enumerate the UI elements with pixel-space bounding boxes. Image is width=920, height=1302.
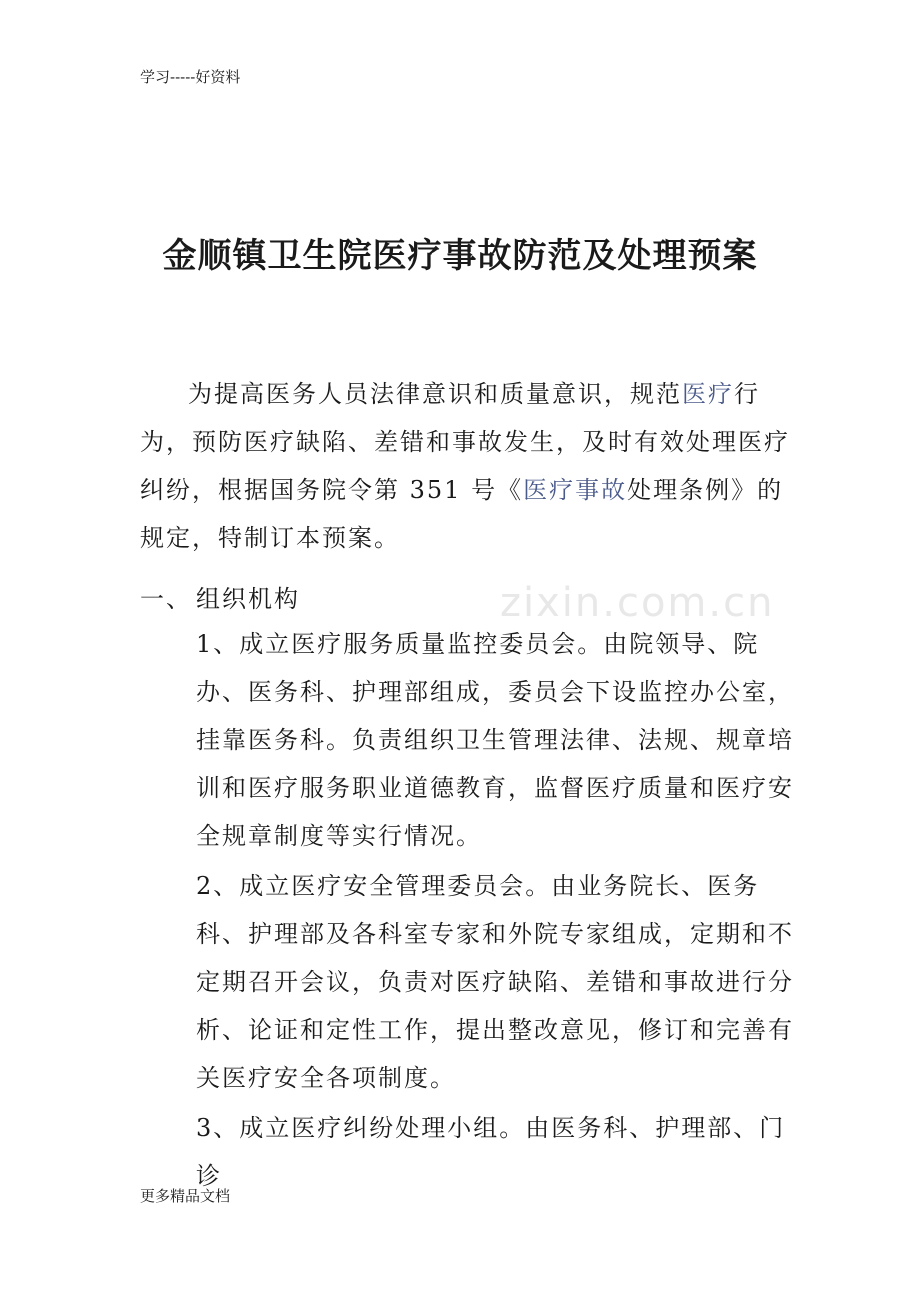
section-heading xyxy=(140,575,800,623)
list-item: 1、成立医疗服务质量监控委员会。由院领导、院办、医务科、护理部组成，委员会下设监控办公室，挂靠医务科。负责组织卫生管理法律、法规、规章培训和医疗服务职业道德教育，监督医疗质量和医疗安全规章制度等实行情况。 xyxy=(196,630,794,850)
document-title: 金顺镇卫生院医疗事故防范及处理预案 xyxy=(162,236,758,276)
intro-highlight-1: 医疗 xyxy=(682,380,734,408)
section-number: 一、 xyxy=(140,585,192,613)
list-item: 2、成立医疗安全管理委员会。由业务院长、医务科、护理部及各科室专家和外院专家组成，定期和不定期召开会议，负责对医疗缺陷、差错和事故进行分析、论证和定性工作，提出整改意见，修订和完善有关医疗安全各项制度。 xyxy=(196,872,794,1092)
page-footer: 更多精品文档 xyxy=(140,1187,231,1205)
intro-highlight-2: 医疗事故 xyxy=(523,476,628,504)
intro-text-part2: 行为，预防医疗缺陷、差错和事故发生，及时有效处理医疗纠纷，根据国务院令第 351 号《 xyxy=(140,380,790,504)
intro-paragraph xyxy=(140,370,800,562)
intro-text-part3: 处理条例》的规定，特制订本预案。 xyxy=(140,476,784,552)
page-header: 学习-----好资料 xyxy=(140,68,241,86)
watermark-text: zixin.com.cn xyxy=(500,580,775,626)
list-item: 3、成立医疗纠纷处理小组。由医务科、护理部、门诊 xyxy=(196,1114,786,1190)
intro-text-part1: 为提高医务人员法律意识和质量意识，规范 xyxy=(188,380,682,408)
section-title: 组织机构 xyxy=(196,585,300,613)
